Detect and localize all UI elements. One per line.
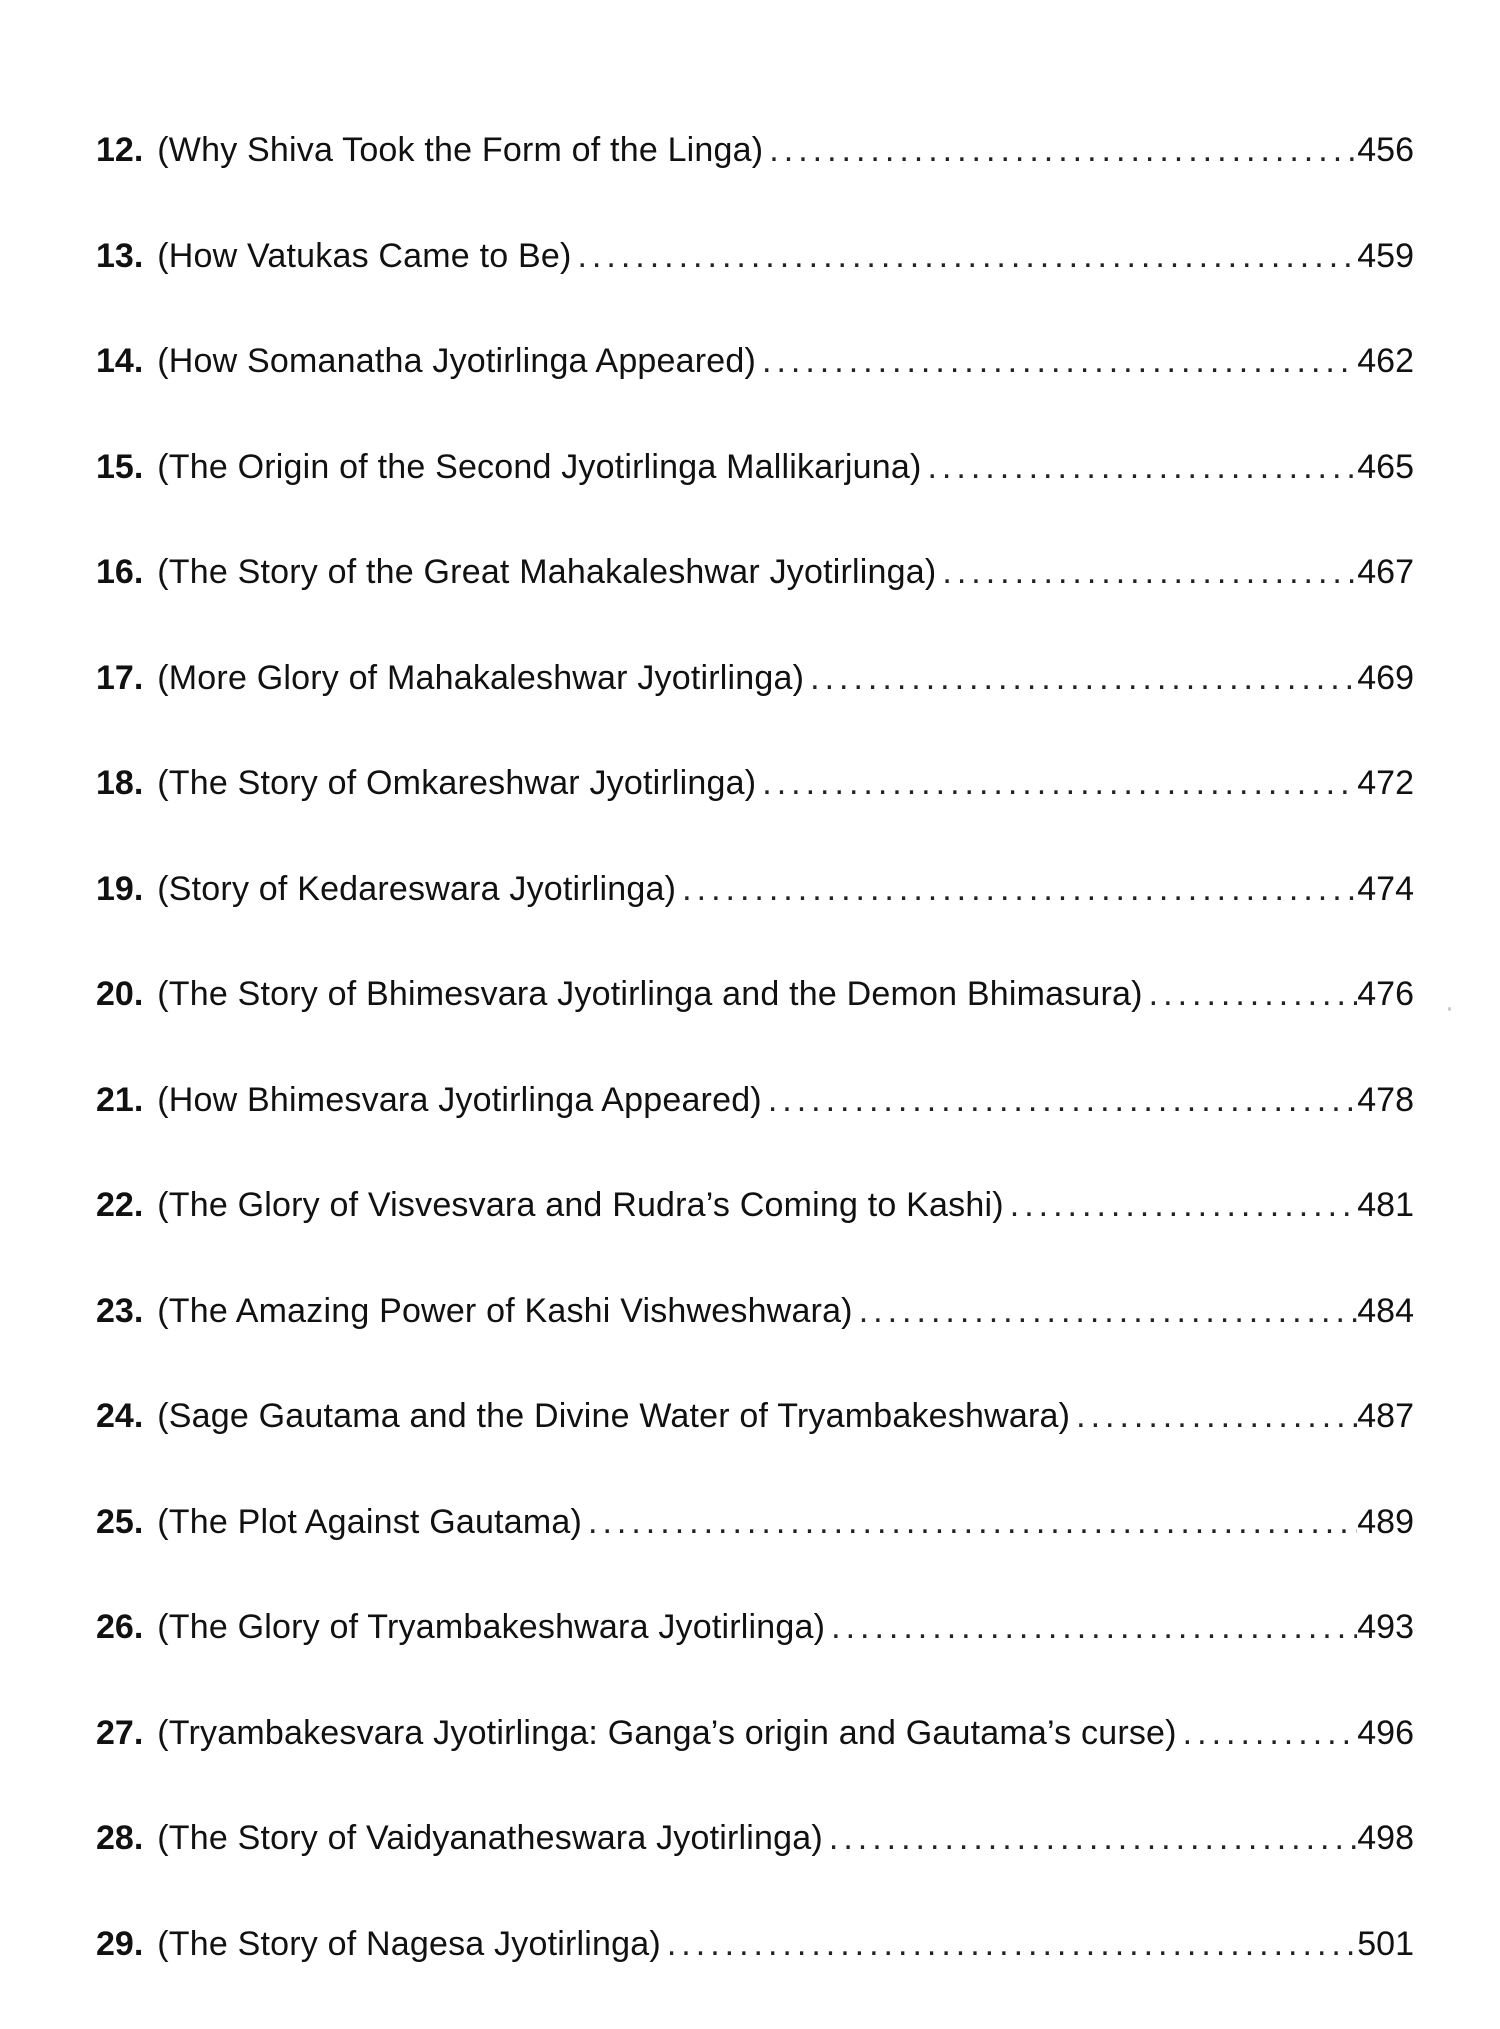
entry-number: 16. (96, 552, 143, 592)
toc-entry-19 (96, 869, 1414, 975)
entry-page-number: 481 (1357, 1185, 1414, 1225)
toc-entry-14 (96, 341, 1414, 447)
toc-entry-26 (96, 1607, 1414, 1713)
entry-number: 22. (96, 1185, 143, 1225)
dot-leader (756, 763, 1357, 803)
entry-number: 17. (96, 658, 143, 698)
toc-entry-20 (96, 974, 1414, 1080)
entry-number: 20. (96, 974, 143, 1014)
toc-entry-21 (96, 1080, 1414, 1186)
entry-page-number: 459 (1357, 236, 1414, 276)
toc-entry-17 (96, 658, 1414, 764)
toc-entry-18 (96, 763, 1414, 869)
entry-page-number: 474 (1357, 869, 1414, 909)
table-of-contents (96, 130, 1414, 2029)
dot-leader (756, 341, 1357, 381)
toc-entry-16 (96, 552, 1414, 658)
dot-leader (762, 1080, 1357, 1120)
dot-leader (804, 658, 1357, 698)
entry-title: (The Amazing Power of Kashi Vishweshwara) (157, 1291, 852, 1331)
dot-leader (1143, 974, 1358, 1014)
toc-entry-15 (96, 447, 1414, 553)
entry-page-number: 465 (1357, 447, 1414, 487)
entry-title: (Tryambakesvara Jyotirlinga: Ganga’s origin and Gautama’s curse) (157, 1713, 1176, 1753)
toc-entry-22 (96, 1185, 1414, 1291)
entry-title: (The Story of Omkareshwar Jyotirlinga) (157, 763, 756, 803)
toc-entry-28 (96, 1818, 1414, 1924)
entry-page-number: 472 (1357, 763, 1414, 803)
entry-page-number: 489 (1357, 1502, 1414, 1542)
entry-title: (How Vatukas Came to Be) (157, 236, 571, 276)
entry-page-number: 493 (1357, 1607, 1414, 1647)
entry-number: 19. (96, 869, 143, 909)
scan-speck (1448, 1007, 1451, 1011)
entry-title: (How Somanatha Jyotirlinga Appeared) (157, 341, 756, 381)
toc-entry-12 (96, 130, 1414, 236)
entry-title: (Why Shiva Took the Form of the Linga) (157, 130, 763, 170)
entry-title: (The Story of Nagesa Jyotirlinga) (157, 1924, 661, 1964)
entry-number: 18. (96, 763, 143, 803)
toc-entry-24 (96, 1396, 1414, 1502)
entry-title: (The Origin of the Second Jyotirlinga Mallikarjuna) (157, 447, 921, 487)
entry-page-number: 467 (1357, 552, 1414, 592)
entry-number: 25. (96, 1502, 143, 1542)
dot-leader (1070, 1396, 1357, 1436)
entry-number: 13. (96, 236, 143, 276)
entry-title: (Sage Gautama and the Divine Water of Tryambakeshwara) (157, 1396, 1070, 1436)
dot-leader (1004, 1185, 1358, 1225)
entry-page-number: 498 (1357, 1818, 1414, 1858)
entry-page-number: 462 (1357, 341, 1414, 381)
entry-number: 24. (96, 1396, 143, 1436)
dot-leader (763, 130, 1357, 170)
entry-page-number: 476 (1357, 974, 1414, 1014)
entry-title: (The Glory of Tryambakeshwara Jyotirlinga) (157, 1607, 825, 1647)
entry-page-number: 501 (1357, 1924, 1414, 1964)
dot-leader (571, 236, 1357, 276)
entry-number: 23. (96, 1291, 143, 1331)
dot-leader (921, 447, 1357, 487)
entry-page-number: 484 (1357, 1291, 1414, 1331)
entry-page-number: 456 (1357, 130, 1414, 170)
toc-entry-25 (96, 1502, 1414, 1608)
dot-leader (823, 1818, 1357, 1858)
entry-page-number: 469 (1357, 658, 1414, 698)
entry-page-number: 496 (1357, 1713, 1414, 1753)
entry-number: 29. (96, 1924, 143, 1964)
entry-number: 15. (96, 447, 143, 487)
entry-title: (Story of Kedareswara Jyotirlinga) (157, 869, 676, 909)
dot-leader (1177, 1713, 1358, 1753)
entry-number: 27. (96, 1713, 143, 1753)
entry-title: (The Glory of Visvesvara and Rudra’s Coming to Kashi) (157, 1185, 1004, 1225)
dot-leader (936, 552, 1357, 592)
entry-title: (More Glory of Mahakaleshwar Jyotirlinga) (157, 658, 804, 698)
entry-page-number: 478 (1357, 1080, 1414, 1120)
toc-entry-23 (96, 1291, 1414, 1397)
dot-leader (582, 1502, 1357, 1542)
entry-title: (The Story of Bhimesvara Jyotirlinga and the Demon Bhimasura) (157, 974, 1142, 1014)
entry-number: 14. (96, 341, 143, 381)
dot-leader (825, 1607, 1357, 1647)
toc-entry-29 (96, 1924, 1414, 2029)
entry-page-number: 487 (1357, 1396, 1414, 1436)
entry-number: 12. (96, 130, 143, 170)
toc-entry-27 (96, 1713, 1414, 1819)
entry-title: (The Story of the Great Mahakaleshwar Jyotirlinga) (157, 552, 936, 592)
dot-leader (676, 869, 1357, 909)
entry-number: 28. (96, 1818, 143, 1858)
toc-entry-13 (96, 236, 1414, 342)
entry-number: 21. (96, 1080, 143, 1120)
entry-title: (The Story of Vaidyanatheswara Jyotirlinga) (157, 1818, 823, 1858)
entry-number: 26. (96, 1607, 143, 1647)
dot-leader (853, 1291, 1358, 1331)
entry-title: (The Plot Against Gautama) (157, 1502, 582, 1542)
entry-title: (How Bhimesvara Jyotirlinga Appeared) (157, 1080, 762, 1120)
dot-leader (661, 1924, 1357, 1964)
